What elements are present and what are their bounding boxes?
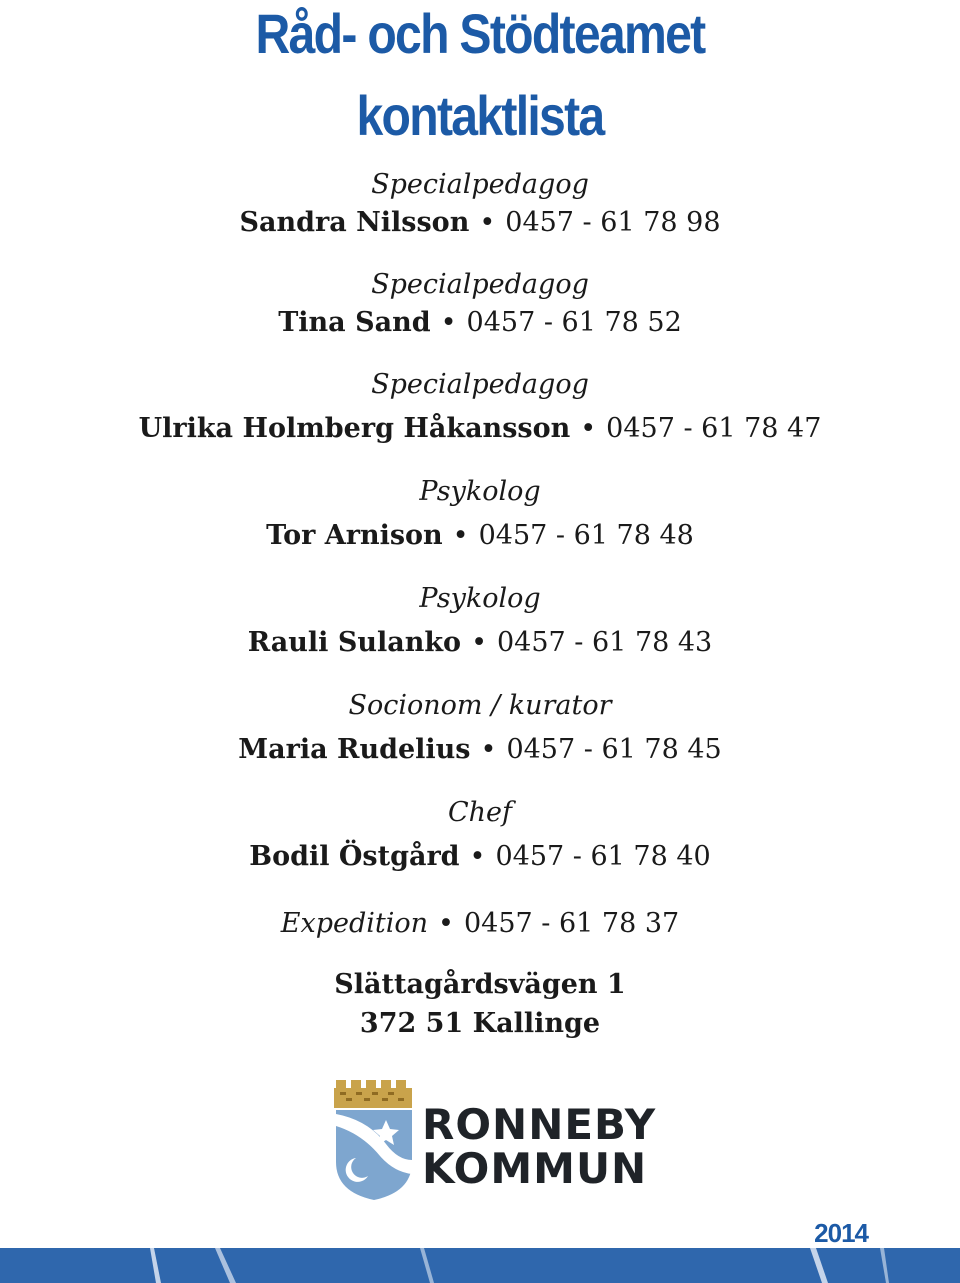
logo-text-line1: RONNEBY [422,1100,657,1149]
page-title-line2: kontaktlista [356,84,604,147]
expedition-label: Expedition [280,908,429,939]
bullet-separator: • [452,520,469,551]
contact-name: Tina Sand [278,307,431,338]
contact-name: Bodil Östgård [249,841,460,872]
contact-entry [0,268,960,340]
bullet-separator: • [438,908,454,939]
contact-entry [0,582,960,660]
publication-year: 2014 [814,1218,868,1248]
contact-role: Specialpedagog [371,169,589,200]
logo-text-line2: KOMMUN [422,1144,648,1193]
bullet-separator: • [480,734,497,765]
address-street: Slättagårdsvägen 1 [334,969,626,1000]
contact-entry [0,168,960,240]
contact-name: Tor Arnison [266,520,443,551]
bullet-separator: • [469,841,486,872]
bullet-separator: • [440,307,457,338]
decorative-band [0,1248,960,1283]
contact-role: Specialpedagog [371,369,589,400]
contact-entry [0,475,960,553]
contact-entry [0,368,960,446]
expedition-entry [0,903,960,941]
contact-phone: 0457 - 61 78 45 [506,734,722,765]
contact-entry [0,689,960,767]
contact-entry [0,796,960,874]
page-title-line1: Råd- och Stödteamet [255,2,705,65]
contact-role: Specialpedagog [371,269,589,300]
contact-phone: 0457 - 61 78 98 [505,207,721,238]
contact-name: Maria Rudelius [238,734,471,765]
contact-role: Psykolog [419,476,541,507]
contact-role: Chef [447,797,513,828]
contact-name: Sandra Nilsson [239,207,470,238]
contact-phone: 0457 - 61 78 40 [495,841,711,872]
bullet-separator: • [479,207,496,238]
contact-phone: 0457 - 61 78 43 [497,627,713,658]
contact-phone: 0457 - 61 78 47 [606,413,822,444]
contact-name: Rauli Sulanko [247,627,462,658]
bullet-separator: • [471,627,487,658]
address-city: 372 51 Kallinge [359,1008,601,1039]
contact-role: Socionom / kurator [348,690,612,721]
contact-role: Psykolog [419,583,541,614]
bullet-separator: • [580,413,597,444]
contact-name: Ulrika Holmberg Håkansson [138,413,571,444]
expedition-phone: 0457 - 61 78 37 [463,908,680,939]
contact-phone: 0457 - 61 78 48 [478,520,694,551]
contact-phone: 0457 - 61 78 52 [466,307,682,338]
